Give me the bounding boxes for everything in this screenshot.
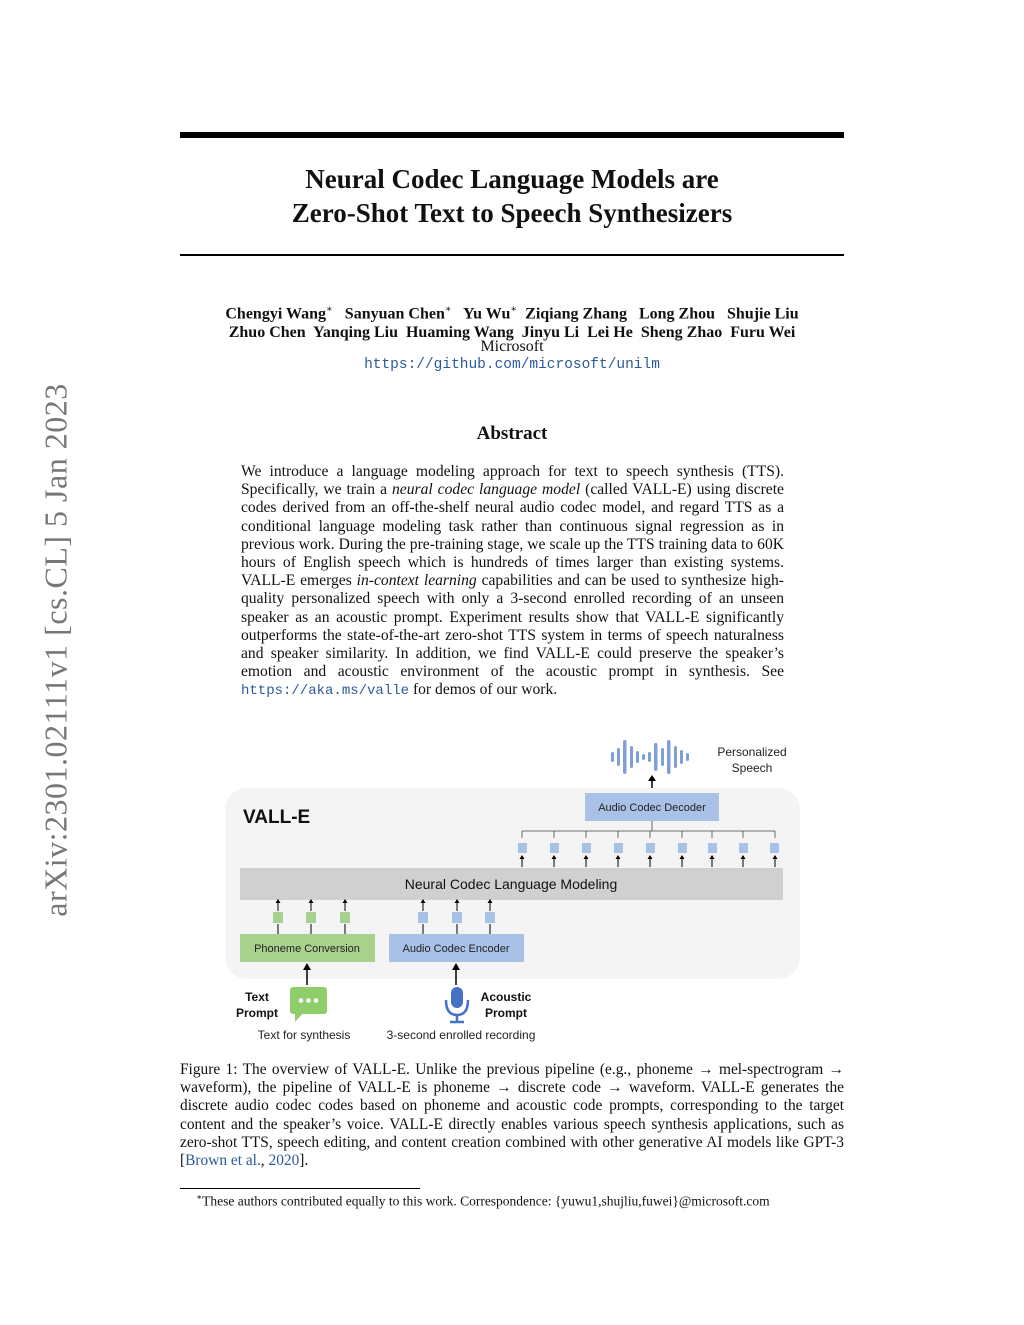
audio-codec-encoder-label: Audio Codec Encoder xyxy=(402,943,510,955)
author-name: Chengyi Wang xyxy=(225,305,326,323)
personalized-speech-label-2: Speech xyxy=(731,761,773,775)
affiliation: Microsoft xyxy=(480,338,544,355)
abstract-text: for demos of our work. xyxy=(412,681,558,699)
caption-text: Figure 1: The overview of VALL-E. Unlike the previous pipeline (e.g., phoneme → mel-spectrogram → waveform), the pipeline of VALL-E is phoneme → discrete code → waveform. VALL-E generates the discrete audio codec codes based on phoneme and acoustic code prompts, corresponding to the target content and the speaker’s voice. VALL-E directly enables various speech synthesis applications, such as zero-shot TTS, speech editing, and content creation combined with other generative AI models like GPT-3 [ xyxy=(180,1061,844,1170)
title-top-rule xyxy=(180,132,844,138)
arxiv-stamp-text: arXiv:2301.02111v1 [cs.CL] 5 Jan 2023 xyxy=(37,383,74,917)
citation-year-link[interactable]: 2020 xyxy=(268,1152,300,1170)
abstract-heading: Abstract xyxy=(476,423,548,444)
title-line-1: Neural Codec Language Models are xyxy=(305,164,719,194)
author-name: Yu Wu xyxy=(463,305,511,323)
abstract-emphasis: in-context learning xyxy=(356,572,477,590)
neural-codec-lm-label: Neural Codec Language Modeling xyxy=(404,876,618,892)
footnote-text: These authors contributed equally to this work. Correspondence: {yuwu1,shujliu,fuwei}@microsoft.com xyxy=(202,1193,770,1209)
text-prompt-label-1: Text xyxy=(245,990,269,1004)
caption-text: ]. xyxy=(299,1152,309,1170)
title-bottom-rule xyxy=(180,254,844,256)
author-star: ∗ xyxy=(326,304,333,315)
acoustic-prompt-label-2: Prompt xyxy=(485,1006,527,1020)
footnote xyxy=(196,1192,770,1210)
acoustic-prompt-label-1: Acoustic xyxy=(480,990,532,1004)
output-codec-tokens xyxy=(518,843,779,853)
phoneme-conversion-label: Phoneme Conversion xyxy=(254,943,360,955)
abstract-emphasis: neural codec language model xyxy=(391,481,581,499)
author-star: ∗ xyxy=(510,304,518,315)
paper-title xyxy=(180,162,844,230)
author-line-1 xyxy=(180,300,844,323)
author-star: ∗ xyxy=(444,304,452,315)
demo-link[interactable]: https://aka.ms/valle xyxy=(241,683,410,700)
waveform-icon xyxy=(611,740,689,774)
author-name: Shujie Liu xyxy=(727,305,799,323)
author-name: Sanyuan Chen xyxy=(344,305,445,323)
audio-codec-decoder-label: Audio Codec Decoder xyxy=(598,802,706,814)
title-line-2: Zero-Shot Text to Speech Synthesizers xyxy=(291,198,733,228)
author-line-2: Zhuo Chen Yanqing Liu Huaming Wang Jinyu Li Lei He Sheng Zhao Furu Wei xyxy=(228,324,796,342)
figure-caption xyxy=(180,1061,844,1170)
vall-e-overview-figure xyxy=(215,735,815,1055)
text-for-synthesis-label: Text for synthesis xyxy=(257,1028,351,1042)
footnote-rule xyxy=(180,1188,420,1189)
abstract-text: capabilities and can be used to synthesize high-quality personalized speech with only a 3-second enrolled recording of an unseen speaker as an acoustic prompt. Experiment results show that VALL-E significantly outperforms the state-of-the-art zero-shot TTS system in terms of speech naturalness and speaker similarity. In addition, we find VALL-E could preserve the speaker’s emotion and acoustic environment of the acoustic prompt in synthesis. See xyxy=(241,572,784,681)
personalized-speech-label-1: Personalized xyxy=(717,745,787,759)
abstract-body xyxy=(241,463,784,701)
chat-bubble-icon xyxy=(290,987,327,1022)
enrolled-recording-label: 3-second enrolled recording xyxy=(386,1028,536,1042)
caption-text: , xyxy=(260,1152,269,1170)
repo-link[interactable]: https://github.com/microsoft/unilm xyxy=(364,357,660,373)
text-prompt-label-2: Prompt xyxy=(236,1006,278,1020)
abstract-text: We introduce a language modeling approach for text to speech synthesis (TTS). Specifically, we train a xyxy=(241,463,784,499)
author-list xyxy=(180,300,844,342)
abstract-text: (called VALL-E) using discrete codes derived from an off-the-shelf neural audio codec model, and regard TTS as a conditional language modeling task rather than continuous signal regression as in previous work. During the pre-training stage, we scale up the TTS training data to 60K hours of English speech which is hundreds of times larger than existing systems. VALL-E emerges xyxy=(241,481,784,590)
vall-e-label: VALL-E xyxy=(243,807,311,828)
author-name: Ziqiang Zhang xyxy=(525,305,627,323)
microphone-icon xyxy=(446,987,468,1022)
citation-link[interactable]: Brown et al. xyxy=(185,1152,261,1170)
author-name: Long Zhou xyxy=(638,305,716,323)
footnote-star: ∗ xyxy=(196,1192,203,1202)
